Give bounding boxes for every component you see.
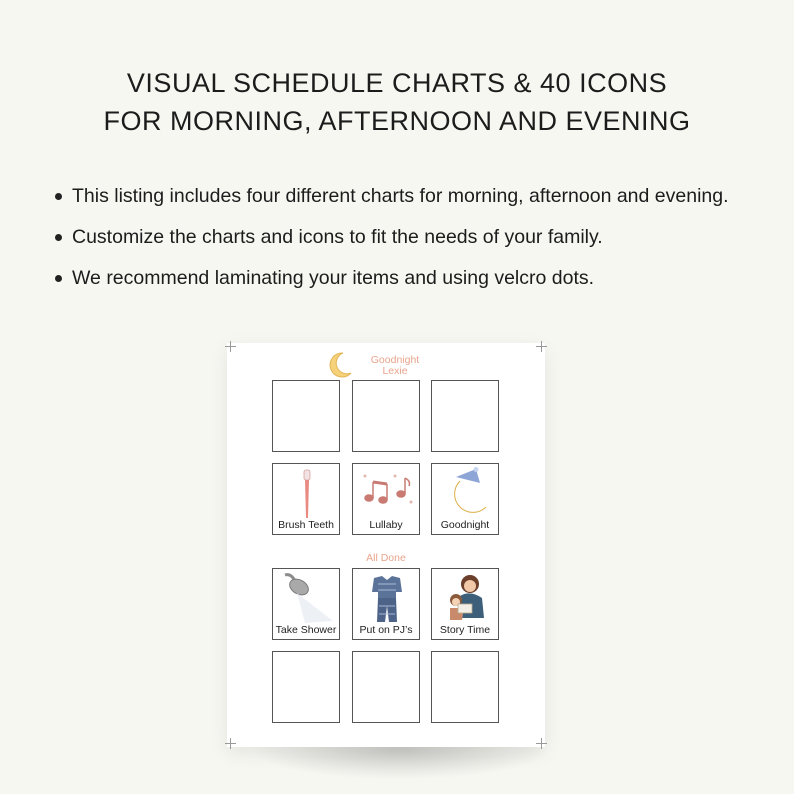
card-label: Story Time xyxy=(439,624,491,636)
feature-list xyxy=(52,176,772,299)
crop-mark-icon xyxy=(536,341,547,352)
story-time-icon xyxy=(440,572,492,624)
sheet-title-line-1: Goodnight xyxy=(370,354,420,366)
schedule-card-lullaby[interactable] xyxy=(352,463,420,535)
schedule-card-put-on-pjs[interactable] xyxy=(352,568,420,640)
schedule-sheet xyxy=(227,343,545,747)
shower-icon xyxy=(277,571,337,625)
schedule-card-empty[interactable] xyxy=(431,380,499,452)
crop-mark-icon xyxy=(536,738,547,749)
card-label: Take Shower xyxy=(275,624,337,636)
section-label-all-done: All Done xyxy=(366,552,406,564)
crop-mark-icon xyxy=(225,738,236,749)
schedule-card-empty[interactable] xyxy=(431,651,499,723)
schedule-card-empty[interactable] xyxy=(352,380,420,452)
sleepy-moon-icon xyxy=(446,467,490,515)
crop-mark-icon xyxy=(225,341,236,352)
moon-icon xyxy=(327,351,353,379)
page-heading xyxy=(0,64,794,140)
heading-line-2: FOR MORNING, AFTERNOON AND EVENING xyxy=(103,106,691,136)
toothbrush-icon xyxy=(297,468,317,520)
schedule-card-empty[interactable] xyxy=(272,651,340,723)
schedule-card-empty[interactable] xyxy=(352,651,420,723)
pajamas-icon xyxy=(370,574,404,624)
music-notes-icon xyxy=(359,470,415,510)
sheet-title xyxy=(355,355,435,377)
schedule-card-take-shower[interactable] xyxy=(272,568,340,640)
sheet-header xyxy=(327,351,447,381)
feature-item: Customize the charts and icons to fit the needs of your family. xyxy=(52,217,772,258)
schedule-card-goodnight[interactable] xyxy=(431,463,499,535)
card-label: Goodnight xyxy=(440,519,490,531)
heading-line-1: VISUAL SCHEDULE CHARTS & 40 ICONS xyxy=(126,68,668,98)
schedule-card-brush-teeth[interactable] xyxy=(272,463,340,535)
sheet-title-line-2: Lexie xyxy=(382,365,408,377)
feature-item: We recommend laminating your items and using velcro dots. xyxy=(52,258,772,299)
card-label: Put on PJ’s xyxy=(359,624,413,636)
schedule-card-empty[interactable] xyxy=(272,380,340,452)
feature-item: This listing includes four different charts for morning, afternoon and evening. xyxy=(52,176,772,217)
schedule-card-story-time[interactable] xyxy=(431,568,499,640)
card-label: Lullaby xyxy=(369,519,403,531)
card-label: Brush Teeth xyxy=(278,519,334,531)
